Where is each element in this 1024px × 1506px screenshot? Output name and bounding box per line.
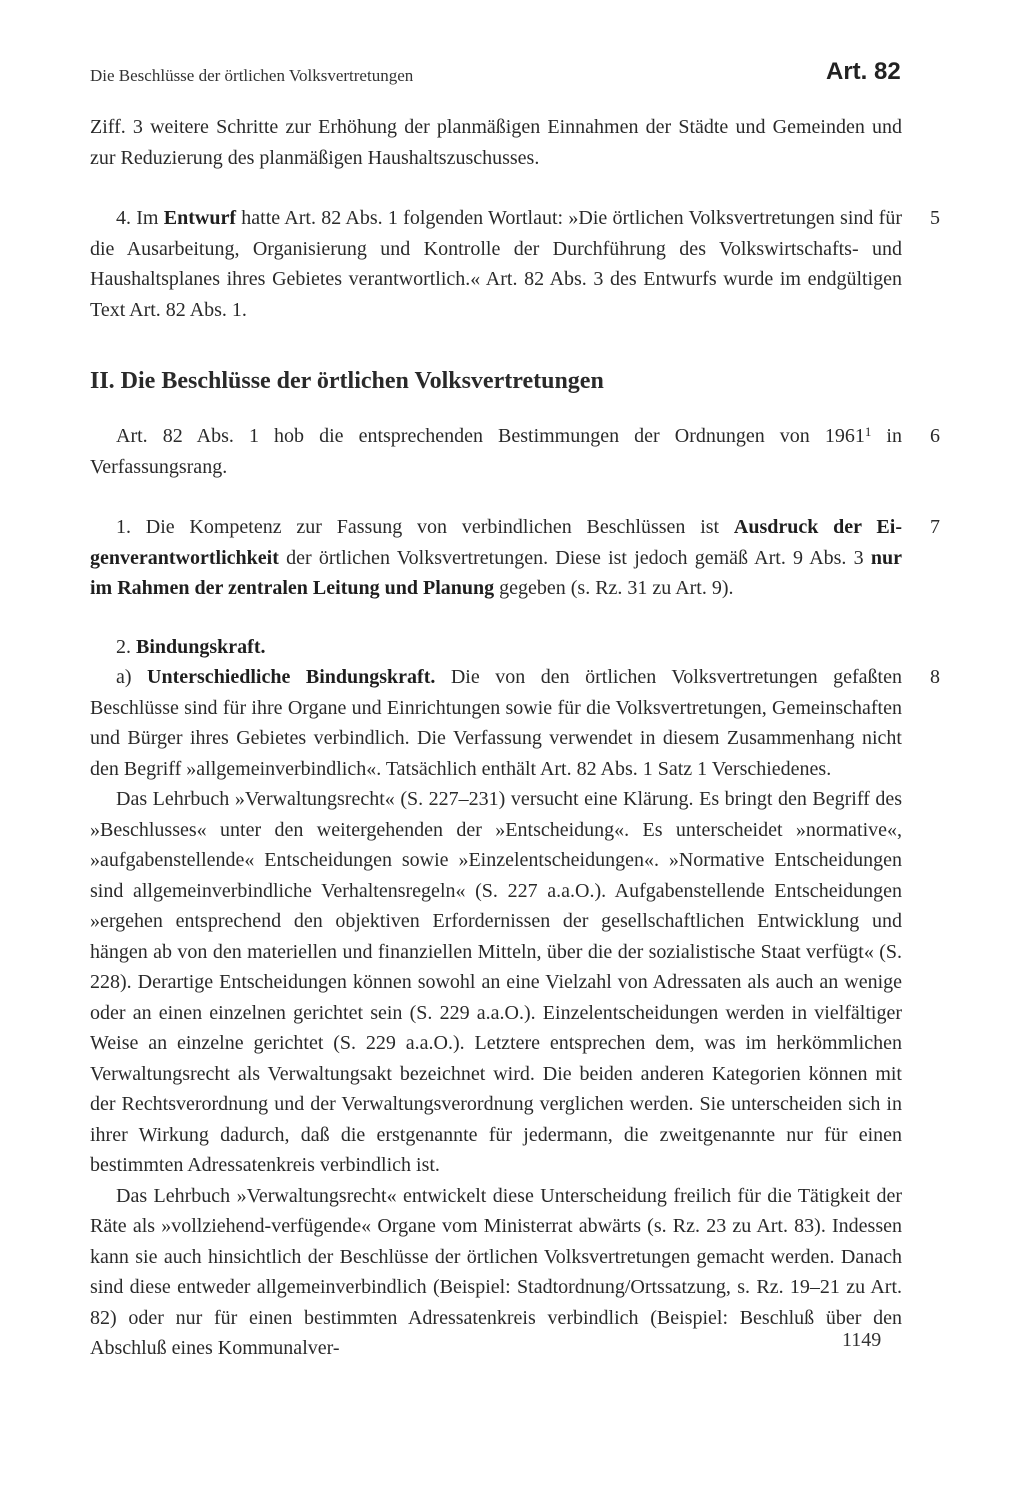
bold-term-eigenverantwortlichkeit: Ausdruck der Eigenverantwortlichkeit [90, 516, 902, 569]
bold-term-unterschiedliche-bindungskraft: Unterschiedliche Bindungskraft. [147, 666, 436, 688]
paragraph-draft-wording: 4. Im Entwurf hatte Art. 82 Abs. 1 folgenden Wortlaut: »Die örtlichen Volksvertretungen sind für die Ausarbeitung, Organisierung und Kontrolle der Durchführung des Volkswirtschafts- und Haushaltsplanes ihres Gebietes verantwortlich.« Art. 82 Abs. 3 des Entwurfs wurde im endgültigen Text Art. 82 Abs. 1. 5 [90, 203, 902, 325]
running-head: Die Beschlüsse der örtlichen Volksvertretungen [90, 66, 414, 85]
margin-number-7: 7 [930, 516, 940, 538]
margin-number-8: 8 [930, 666, 940, 688]
section-heading: II. Die Beschlüsse der örtlichen Volksvertretungen [90, 368, 604, 394]
bold-term-entwurf: Entwurf [163, 207, 236, 229]
paragraph-binding-force: a) Unterschiedliche Bindungskraft. Die von den örtlichen Volksvertretungen gefaßten Beschlüsse sind für ihre Organe und Einrichtungen sowie für die Volksvertretungen, Gemeinschaften und Bürger ihres Gebietes verbindlich. Die Verfassung verwendet in diesem Zusammenhang nicht den Begriff »allgemeinverbindlich«. Tatsächlich enthält Art. 82 Abs. 1 Satz 1 Verschiedenes. 8 [90, 662, 902, 784]
paragraph-continuation: Ziff. 3 weitere Schritte zur Erhöhung der planmäßigen Einnahmen der Städte und Gemeinden und zur Reduzierung des planmäßigen Haushaltszuschusses. [90, 116, 902, 169]
paragraph-lehrbuch-2: Das Lehrbuch »Verwaltungsrecht« entwickelt diese Unterscheidung freilich für die Tätigkeit der Räte als »vollziehend-verfügende« Organe vom Ministerrat abwärts (s. Rz. 23 zu Art. 83). Indessen kann sie auch hinsichtlich der Beschlüsse der örtlichen Volksvertretungen gemacht werden. Danach sind diese entweder allgemeinverbindlich (Beispiel: Stadtordnung/Ortssatzung, s. Rz. 19–21 zu Art. 82) oder nur für einen bestimmten Adressatenkreis verbindlich (Beispiel: Beschluß über den Abschluß eines Kommunalver- [90, 1184, 902, 1359]
paragraph-lehrbuch-1: Das Lehrbuch »Verwaltungsrecht« (S. 227–231) versucht eine Klärung. Es bringt den Begriff des »Beschlusses« unter den weitergehenden der »Entscheidung«. Es unterscheidet »normative«, »aufgabenstellende« Entscheidungen sowie »Einzelentscheidungen«. »Normative Entscheidungen sind allgemeinverbindliche Verhaltensregeln« (S. 227 a.a.O.). Aufgabenstellende Entscheidungen »ergehen entsprechend den objektiven Erfordernissen der gesellschaftlichen Entwicklung und hängen ab von den materiellen und finanziellen Mitteln, über die der sozialistische Staat verfügt« (S. 228). Derartige Entscheidungen können sowohl an eine Vielzahl von Adressaten als auch an wenige oder an einen einzelnen gerichtet sein (S. 229 a.a.O.). Einzelentscheidungen werden in vielfältiger Weise an einzelne gerichtet (S. 229 a.a.O.). Letztere entsprechen dem, was im herkömmlichen Verwaltungsrecht als Verwaltungsakt bezeichnet wird. Die beiden anderen Kategorien können mit der Rechtsverordnung und der Verwaltungsverordnung verglichen werden. Sie unterscheiden sich in ihrer Wirkung dadurch, daß die erstgenannte für jedermann, die zweitgenannte nur für einen bestimmten Adressatenkreis verbindlich ist. [90, 788, 902, 1176]
margin-number-6: 6 [930, 425, 940, 447]
subheading-bindungskraft: 2. Bindungskraft. [116, 635, 266, 658]
page-body [90, 112, 940, 1364]
page-number: 1149 [842, 1329, 882, 1351]
bold-term-zentrale-leitung: nur im Rahmen der zentralen Leitung und Planung [90, 546, 902, 599]
margin-number-5: 5 [930, 207, 940, 229]
article-label: Art. 82 [826, 58, 901, 85]
footnote-marker: 1 [864, 424, 872, 439]
paragraph-constitutional-rank: Art. 82 Abs. 1 hob die entsprechenden Bestimmungen der Ordnungen von 1961$^1$ in Verfassungsrang. 6 [90, 421, 902, 482]
paragraph-competence: 1. Die Kompetenz zur Fassung von verbindlichen Beschlüssen ist Ausdruck der Eigenverantwortlichkeit der örtlichen Volksvertretungen. Diese ist jedoch gemäß Art. 9 Abs. 3 nur im Rahmen der zentralen Leitung und Planung gegeben (s. Rz. 31 zu Art. 9). 7 [90, 512, 902, 604]
